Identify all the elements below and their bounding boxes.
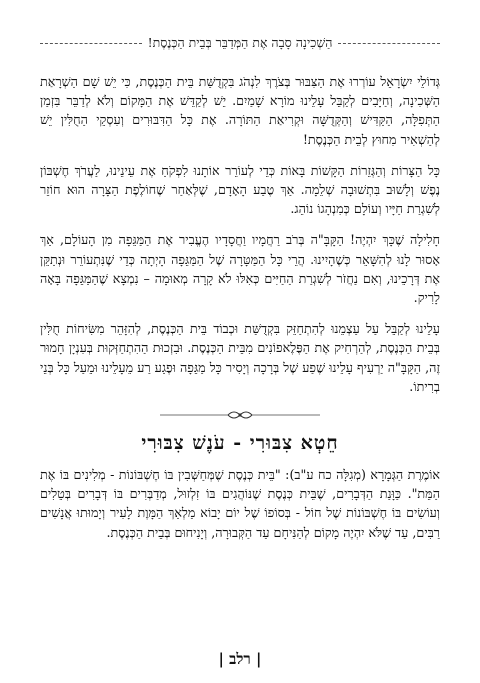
ornament-icon	[160, 408, 320, 422]
dashed-rule-right	[338, 43, 440, 44]
section-heading: חֵטְא צִבּוּרִי - עֹנֶשׁ צִבּוּרִי	[141, 432, 339, 455]
running-title: הַשְׁכִינָה סָבָה אֶת הַמְּדַבֵּר בְּבֵית הַכְּנֶסֶת!	[147, 35, 333, 50]
page-number: | רלב |	[218, 650, 262, 668]
running-header	[40, 34, 440, 52]
paragraph-3: חָלִילָה שֶׁכָּךְ יִהְיֶה! הַקָּבָּ"ה בְּרֹב רַחֲמָיו וַחֲסָדָיו הֶעֱבִיר אֶת הַמַּגֵּפָה מִן הָעוֹלָם, אַךְ אָסוּר לָנוּ לְהִשָּׁאֵר כְּשֶׁהָיִינוּ. הֲרֵי כָּל הַמַּטָּרָה שֶׁל הַמַּגֵּפָה הָיְתָה כְּדֵי שֶׁנִּתְעוֹרֵר וּנְתַקֵּן אֶת דְּרָכֵינוּ, וְאִם נַחֲזֹר לְשִׁגְרַת הַחַיִּים כְּאִלּוּ לֹא קָרָה מְאוּמָה – נִמְצָא שֶׁהַמַּגֵּפָה בָּאָה לָרִיק.	[40, 232, 440, 306]
section-paragraph: אוֹמֶרֶת הַגְּמָרָא (מְגִלָּה כח ע"ב): "בֵּית כְּנֶסֶת שֶׁמְּחַשְּׁבִין בּוֹ חֶשְׁבּוֹנוֹת - מְלִינִים בּוֹ אֶת הַמֵּת". כַּוָּנַת הַדְּבָרִים, שֶׁבֵּית כְּנֶסֶת שֶׁנּוֹהֲגִים בּוֹ זִלְזוּל, מְדַבְּרִים בּוֹ דְּבָרִים בְּטֵלִים וְעוֹשִׂים בּוֹ חֶשְׁבּוֹנוֹת שֶׁל חוֹל - בְּסוֹפוֹ שֶׁל יוֹם יָבוֹא מַלְאַךְ הַמָּוֶת לָעִיר וְיָמוּתוּ אֲנָשִׁים רַבִּים, עַד שֶׁלֹּא יִהְיֶה מָקוֹם לְהַנִּיחָם עַד הַקְּבוּרָה, וְיָנִיחוּם בְּבֵית הַכְּנֶסֶת.	[40, 467, 440, 540]
paragraph-4: עָלֵינוּ לְקַבֵּל עַל עַצְמֵנוּ לְהִתְחַזֵּק בִּקְדֻשַּׁת וּכְבוֹד בֵּית הַכְּנֶסֶת, לְהִזָּהֵר מִשִּׂיחוֹת חֻלִּין בְּבֵית הַכְּנֶסֶת, לְהַרְחִיק אֶת הַפֶּלֶאפוֹנִים מִבֵּית הַכְּנֶסֶת. וּבִזְכוּת הַהִתְחַזְּקוּת בְּעִנְיָן חָמוּר זֶה, הַקָּבָּ"ה יַרְעִיף עָלֵינוּ שֶׁפַע שֶׁל בְּרָכָה וְיָסִיר כָּל מַגֵּפָה וּפֶגַע רַע מֵעָלֵינוּ וּמֵעַל כָּל בְּנֵי בְרִיתוֹ.	[40, 321, 440, 394]
dashed-rule-left	[40, 43, 142, 44]
paragraph-1: גְּדוֹלֵי יִשְׂרָאֵל עוֹרְרוּ אֶת הַצִּבּוּר בְּצֹרֶךְ לִנְהֹג בִּקְדֻשַּׁת בֵּית הַכְּנֶסֶת, כִּי יֵשׁ שָׁם הַשְׁרָאַת הַשְּׁכִינָה, וְחַיָּבִים לְקַבֵּל עָלֵינוּ מוֹרָא שָׁמַיִם. יֵשׁ לְקַדֵּשׁ אֶת הַמָּקוֹם וְלֹא לְדַבֵּר בִּזְמַן הַתְּפִלָּה, הַקַּדִּישׁ וְהַקְּדֻשָּׁה וּקְרִיאַת הַתּוֹרָה. אֶת כָּל הַדִּבּוּרִים וְעִסְקֵי הַחֻלִּין יֵשׁ לְהַשְׁאִיר מִחוּץ לְבֵית הַכְּנֶסֶת!	[40, 74, 440, 147]
ornament-divider	[40, 408, 440, 422]
paragraph-2: כָּל הַצָּרוֹת וְהַגְּזֵרוֹת הַקָּשׁוֹת בָּאוֹת כְּדֵי לְעוֹרֵר אוֹתָנוּ לִפְקֹחַ אֶת עֵינֵינוּ, לַעֲרֹךְ חֶשְׁבּוֹן נֶפֶשׁ וְלָשׁוּב בִּתְשׁוּבָה שְׁלֵמָה. אַךְ טֶבַע הָאָדָם, שֶׁלְּאַחַר שֶׁחוֹלֶפֶת הַצָּרָה הוּא חוֹזֵר לְשִׁגְרַת חַיָּיו וְעוֹלָם כְּמִנְהָגוֹ נוֹהֵג.	[40, 162, 440, 217]
